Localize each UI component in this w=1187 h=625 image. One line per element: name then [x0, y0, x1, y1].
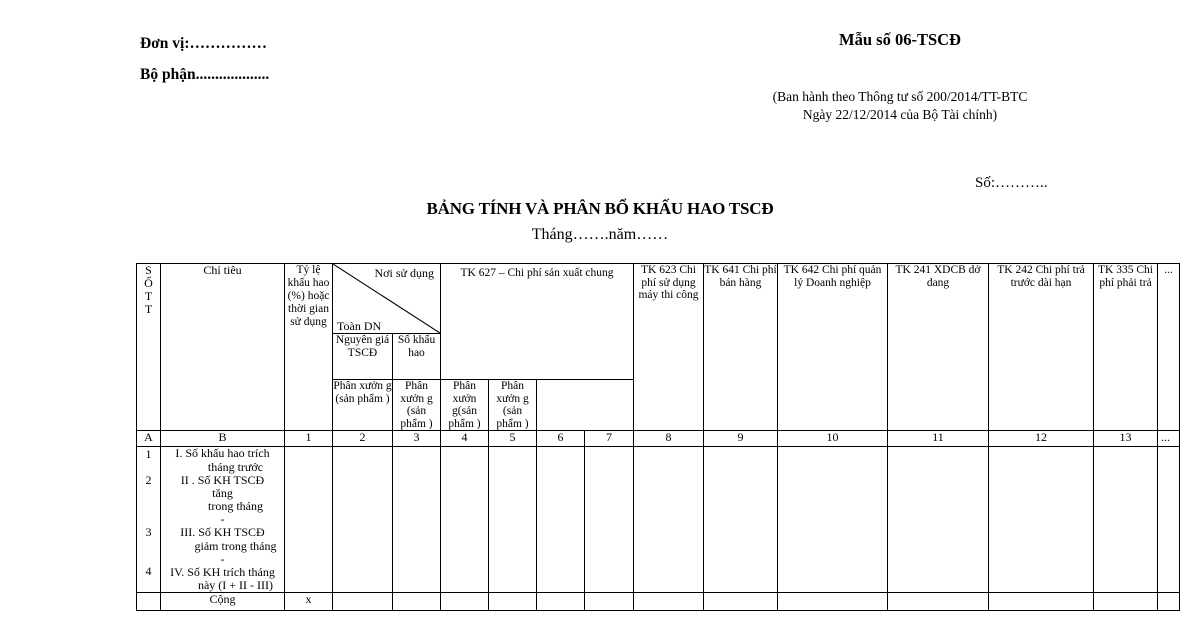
column-header-stt [137, 264, 161, 431]
col-num: 2 [333, 431, 393, 447]
indicator-line: này (I + II - III) [197, 578, 274, 592]
table-row [137, 447, 1180, 593]
row-numbers-cell [137, 447, 161, 593]
data-cell-ty-le[interactable] [285, 447, 333, 593]
row-number: 1 [145, 447, 152, 462]
indicator-line: tháng trước [207, 459, 264, 474]
data-cell-overflow[interactable] [1158, 447, 1180, 593]
col-num: A [137, 431, 161, 447]
column-header-chi-tieu: Chỉ tiêu [161, 264, 285, 431]
total-cell-so-khau-hao[interactable] [393, 593, 441, 611]
row-number: 4 [145, 564, 152, 579]
indicator-line: tăng [212, 485, 233, 500]
data-cell-px1[interactable] [441, 447, 489, 593]
data-cell-tk241[interactable] [888, 447, 989, 593]
column-header-tk623: TK 623 Chi phí sử dụng máy thi công [634, 264, 704, 431]
col-num: 11 [888, 431, 989, 447]
department-label: Bộ phận................... [140, 66, 270, 83]
column-header-tk242: TK 242 Chi phí trả trước dài hạn [989, 264, 1094, 431]
col-num: 3 [393, 431, 441, 447]
total-cell-tk642[interactable] [778, 593, 888, 611]
column-header-phan-xuong-3: Phân xưởn g(sản phẩm ) [441, 380, 489, 431]
total-row-label: Cộng [161, 593, 285, 611]
indicator-line: - [220, 551, 225, 566]
column-header-tk627: TK 627 – Chi phí sản xuất chung [441, 264, 634, 380]
indicator-line: II . Số KH TSCĐ [180, 472, 265, 487]
column-header-overflow: ... [1158, 264, 1180, 431]
total-cell-px4[interactable] [585, 593, 634, 611]
column-header-phan-xuong-2: Phân xưởn g (sản phẩm ) [393, 380, 441, 431]
total-cell-tk242[interactable] [989, 593, 1094, 611]
stt-letter: T [144, 289, 153, 303]
column-header-ty-le-khau-hao: Tỷ lệ khấu hao (%) hoặc thời gian sử dụng [285, 264, 333, 431]
total-cell-nguyen-gia[interactable] [333, 593, 393, 611]
total-cell-tk641[interactable] [704, 593, 778, 611]
page-subtitle: Tháng…….năm…… [531, 226, 669, 243]
data-cell-px2[interactable] [489, 447, 537, 593]
data-cell-so-khau-hao[interactable] [393, 447, 441, 593]
col-num: 12 [989, 431, 1094, 447]
toan-dn-label: Toàn DN [337, 318, 382, 333]
total-row [137, 593, 1180, 611]
column-header-tk641: TK 641 Chi phí bán hàng [704, 264, 778, 431]
row-number: 3 [145, 525, 152, 540]
document-number-label: Số:……….. [975, 175, 1048, 191]
depreciation-allocation-table [136, 263, 1180, 611]
total-cell-tk335[interactable] [1094, 593, 1158, 611]
column-header-tk241: TK 241 XDCB dở dang [888, 264, 989, 431]
indicator-list-cell [161, 447, 285, 593]
unit-header-block [140, 28, 269, 90]
column-header-so-khau-hao: Số khấu hao [393, 334, 441, 380]
total-cell-px2[interactable] [489, 593, 537, 611]
stt-letter: T [144, 302, 153, 316]
data-cell-nguyen-gia[interactable] [333, 447, 393, 593]
data-cell-tk335[interactable] [1094, 447, 1158, 593]
noi-su-dung-label: Nơi sử dụng [374, 266, 434, 280]
total-cell-tk623[interactable] [634, 593, 704, 611]
data-cell-px4[interactable] [585, 447, 634, 593]
indicator-line: III. Số KH TSCĐ [180, 525, 265, 540]
indicator-line: - [220, 512, 225, 527]
data-cell-tk623[interactable] [634, 447, 704, 593]
total-cell-overflow[interactable] [1158, 593, 1180, 611]
col-num: 10 [778, 431, 888, 447]
indicator-line: I. Số khấu hao trích [175, 446, 270, 461]
col-num: B [161, 431, 285, 447]
total-row-stt [137, 593, 161, 611]
data-cell-tk641[interactable] [704, 447, 778, 593]
data-cell-px3[interactable] [537, 447, 585, 593]
col-num: 8 [634, 431, 704, 447]
col-num: 4 [441, 431, 489, 447]
form-code: Mẫu số 06-TSCĐ [839, 30, 961, 49]
column-header-tk335: TK 335 Chi phí phải trả [1094, 264, 1158, 431]
col-num: 9 [704, 431, 778, 447]
data-cell-tk242[interactable] [989, 447, 1094, 593]
column-header-nguyen-gia-tscd: Nguyên giá TSCĐ [333, 334, 393, 380]
page-title: BẢNG TÍNH VÀ PHÂN BỔ KHẤU HAO TSCĐ [426, 199, 774, 218]
column-header-phan-xuong-1: Phân xưởn g (sản phẩm ) [333, 380, 393, 431]
issue-line-1: (Ban hành theo Thông tư số 200/2014/TT-BTC [772, 89, 1028, 104]
column-header-noi-su-dung-diagonal [333, 264, 441, 334]
stt-letter: S [145, 263, 152, 277]
total-cell-px3[interactable] [537, 593, 585, 611]
col-num: 6 [537, 431, 585, 447]
col-num: 5 [489, 431, 537, 447]
total-cell-px1[interactable] [441, 593, 489, 611]
column-header-tk642: TK 642 Chi phí quản lý Doanh nghiệp [778, 264, 888, 431]
row-number: 2 [145, 473, 152, 488]
total-row-ty-le: x [285, 593, 333, 611]
form-issue-note [700, 88, 1100, 124]
indicator-line: giảm trong tháng [194, 538, 277, 553]
column-header-phan-xuong-4: Phân xưởn g (sản phẩm ) [489, 380, 537, 431]
data-cell-tk642[interactable] [778, 447, 888, 593]
col-num: 13 [1094, 431, 1158, 447]
indicator-line: IV. Số KH trích tháng [170, 564, 275, 579]
issue-line-2: Ngày 22/12/2014 của Bộ Tài chính) [802, 107, 998, 122]
col-num: ... [1158, 431, 1180, 447]
column-number-row [137, 431, 1180, 447]
indicator-line: trong tháng [208, 499, 263, 514]
stt-letter: Ố [144, 276, 153, 290]
col-num: 1 [285, 431, 333, 447]
col-num: 7 [585, 431, 634, 447]
total-cell-tk241[interactable] [888, 593, 989, 611]
unit-label: Đơn vị:…………… [140, 35, 267, 52]
